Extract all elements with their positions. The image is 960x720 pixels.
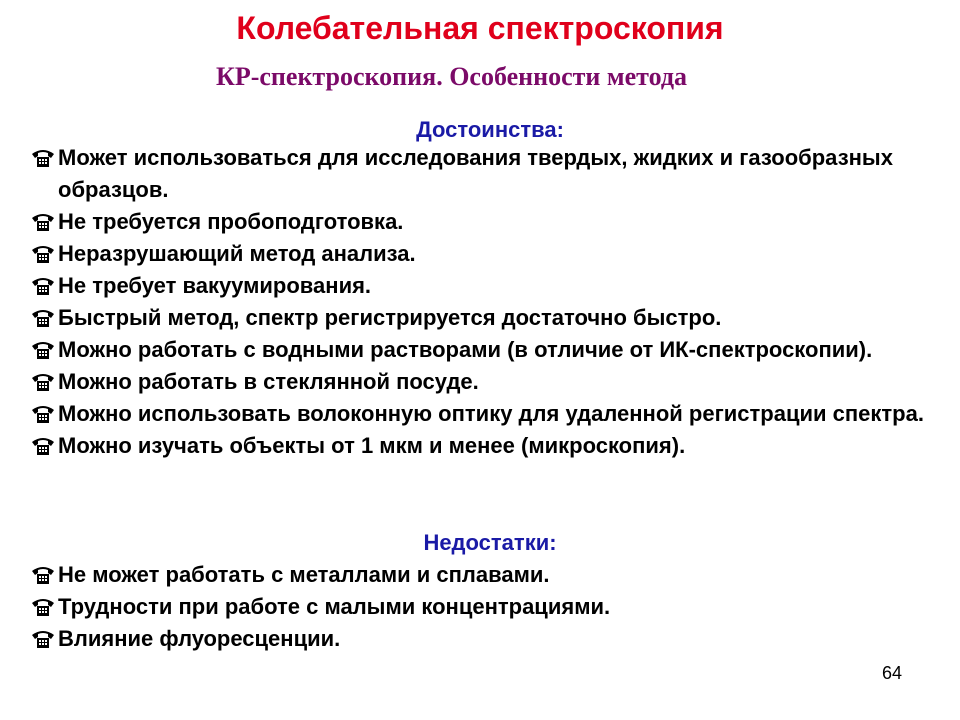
disadvantage-item [30,623,930,655]
disadvantage-text: Не может работать с металлами и сплавами. [58,562,550,587]
slide-subtitle: КР-спектроскопия. Особенности метода [216,62,687,91]
advantage-text: Можно работать с водными растворами (в отличие от ИК-спектроскопии). [58,337,873,362]
disadvantage-item [30,591,930,623]
advantage-item [30,334,930,366]
advantage-text: Можно работать в стеклянной посуде. [58,369,479,394]
advantage-item [30,206,930,238]
advantage-text: Не требуется пробоподготовка. [58,209,404,234]
telephone-icon [30,306,56,328]
advantage-item [30,430,930,462]
advantage-text: Можно использовать волоконную оптику для удаленной регистрации спектра. [58,401,924,426]
advantage-item [30,238,930,270]
advantage-text: Быстрый метод, спектр регистрируется достаточно быстро. [58,305,722,330]
advantage-item [30,142,930,206]
telephone-icon [30,338,56,360]
page-number: 64 [881,663,902,683]
telephone-icon [30,402,56,424]
telephone-icon [30,595,56,617]
disadvantage-text: Влияние флуоресценции. [58,626,341,651]
telephone-icon [30,434,56,456]
advantage-item [30,398,930,430]
advantage-item [30,270,930,302]
advantage-text: Можно изучать объекты от 1 мкм и менее (микроскопия). [58,433,686,458]
disadvantage-item [30,559,930,591]
telephone-icon [30,370,56,392]
telephone-icon [30,210,56,232]
advantage-item [30,302,930,334]
advantage-text: Не требует вакуумирования. [58,273,372,298]
telephone-icon [30,563,56,585]
advantage-text: Может использоваться для исследования твердых, жидких и газообразных образцов. [58,145,893,202]
advantage-item [30,366,930,398]
disadvantages-heading: Недостатки: [423,530,557,555]
advantage-text: Неразрушающий метод анализа. [58,241,416,266]
telephone-icon [30,146,56,168]
telephone-icon [30,242,56,264]
advantages-heading: Достоинства: [416,117,564,142]
disadvantage-text: Трудности при работе с малыми концентрациями. [58,594,611,619]
disadvantages-list [30,559,930,655]
telephone-icon [30,627,56,649]
slide-title: Колебательная спектроскопия [236,10,724,46]
advantages-list [30,142,930,462]
telephone-icon [30,274,56,296]
